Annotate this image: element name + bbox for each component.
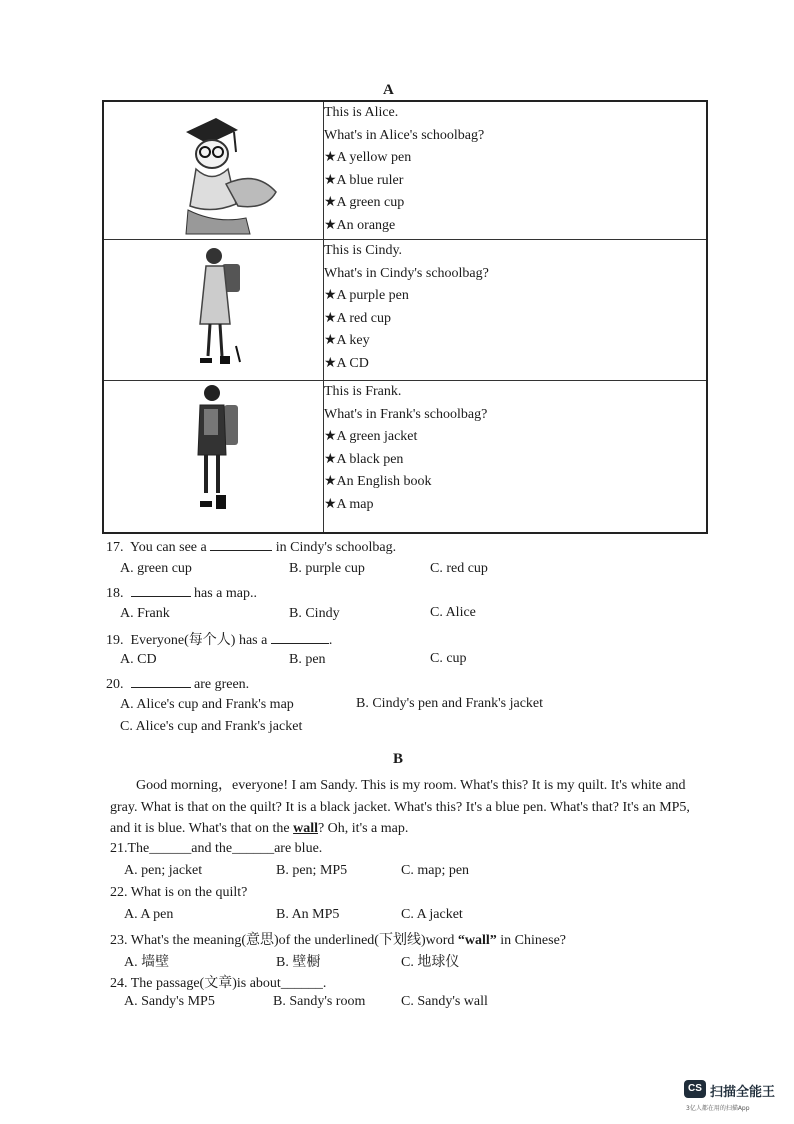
- cindy-info-cell: [324, 240, 708, 381]
- option-a[interactable]: A. CD: [120, 652, 157, 667]
- girl-with-backpack-figure-icon: [196, 244, 256, 372]
- alice-info-cell: [324, 101, 708, 240]
- answer-blank[interactable]: [271, 631, 329, 644]
- alice-picture-cell: [103, 101, 324, 240]
- frank-picture-cell: [103, 381, 324, 534]
- option-b[interactable]: B. Cindy: [289, 606, 340, 621]
- info-line: ★A CD: [324, 355, 369, 371]
- question-23: [110, 929, 566, 949]
- question-text: in Chinese?: [496, 933, 567, 948]
- option-b[interactable]: B. pen; MP5: [276, 863, 348, 878]
- info-line: ★A map: [324, 496, 374, 512]
- table-row: [103, 240, 707, 381]
- option-b[interactable]: B. purple cup: [289, 561, 365, 576]
- info-line: ★A blue ruler: [324, 172, 404, 188]
- info-line: This is Frank.: [324, 384, 402, 399]
- option-a[interactable]: A. Sandy's MP5: [124, 994, 215, 1009]
- option-c[interactable]: C. Sandy's wall: [401, 994, 488, 1009]
- table-row: [103, 101, 707, 240]
- option-b[interactable]: B. Cindy's pen and Frank's jacket: [356, 696, 544, 711]
- option-c[interactable]: C. map; pen: [401, 863, 470, 878]
- info-line: What's in Alice's schoolbag?: [324, 127, 485, 143]
- question-number: 17.: [106, 540, 124, 555]
- boy-with-backpack-figure-icon: [192, 383, 252, 523]
- question-text: are green.: [194, 677, 250, 692]
- watermark-brand: 扫描全能王: [710, 1084, 776, 1099]
- question-number: 18.: [106, 586, 124, 601]
- answer-blank[interactable]: [131, 584, 191, 597]
- info-line: ★A green jacket: [324, 429, 418, 444]
- passage-text: ? Oh, it's a map.: [317, 821, 409, 836]
- info-line: ★An orange: [324, 217, 396, 233]
- option-a[interactable]: A. green cup: [120, 561, 192, 576]
- info-line: What's in Frank's schoolbag?: [324, 406, 488, 422]
- question-19: [106, 629, 332, 649]
- question-number: 20.: [106, 677, 124, 692]
- section-a-title: A: [383, 82, 394, 98]
- option-c[interactable]: C. A jacket: [401, 907, 463, 922]
- question-20: [106, 675, 249, 693]
- option-a[interactable]: A. pen; jacket: [124, 863, 203, 878]
- question-text: 23. What's the meaning(意思)of the underlined(下划线)word: [110, 933, 458, 948]
- option-c[interactable]: C. red cup: [430, 561, 488, 576]
- watermark-subtitle: 3亿人都在用的扫描App: [686, 1105, 750, 1112]
- option-c[interactable]: C. 地球仪: [401, 955, 460, 970]
- question-keyword: “wall”: [457, 933, 497, 948]
- option-c[interactable]: C. cup: [430, 651, 467, 666]
- question-22: 22. What is on the quilt?: [110, 885, 248, 900]
- answer-blank[interactable]: [131, 675, 191, 688]
- info-line: ★A yellow pen: [324, 150, 412, 165]
- question-number: 19.: [106, 633, 124, 648]
- table-row: [103, 381, 707, 534]
- question-text: Everyone(每个人) has a: [130, 633, 268, 648]
- info-line: What's in Cindy's schoolbag?: [324, 265, 489, 281]
- info-line: ★An English book: [324, 474, 432, 489]
- question-17: [106, 538, 396, 556]
- question-24: 24. The passage(文章)is about______.: [110, 976, 327, 991]
- info-line: ★A red cup: [324, 310, 391, 326]
- question-18: [106, 584, 257, 602]
- answer-blank[interactable]: [210, 538, 272, 551]
- option-b[interactable]: B. 壁橱: [276, 955, 321, 970]
- question-text: You can see a: [129, 540, 207, 555]
- info-line: This is Cindy.: [324, 243, 403, 258]
- info-line: This is Alice.: [324, 105, 399, 120]
- option-b[interactable]: B. Sandy's room: [273, 994, 366, 1009]
- option-b[interactable]: B. An MP5: [276, 907, 340, 922]
- info-line: ★A green cup: [324, 195, 405, 210]
- underlined-word: wall: [293, 821, 318, 836]
- option-c[interactable]: C. Alice: [430, 605, 476, 620]
- camscanner-logo-icon: CS: [684, 1080, 706, 1098]
- option-c[interactable]: C. Alice's cup and Frank's jacket: [120, 719, 303, 734]
- option-b[interactable]: B. pen: [289, 652, 326, 667]
- info-line: ★A black pen: [324, 451, 404, 467]
- cindy-picture-cell: [103, 240, 324, 381]
- option-a[interactable]: A. Frank: [120, 606, 170, 621]
- frank-info-cell: [324, 381, 708, 534]
- section-b-title: B: [393, 751, 404, 767]
- question-text: .: [328, 633, 333, 648]
- question-21: 21.The______and the______are blue.: [110, 841, 323, 856]
- question-text: has a map..: [194, 586, 257, 601]
- passage-text: Good morning，everyone! I am Sandy. This is my room. What's this? It is my quilt. It's white and gray. What is that on the quilt? It is a black jacket. What's this? It's a blue pen. What's that? It's an MP5, and it is blue. What's that on the: [110, 778, 690, 836]
- option-a[interactable]: A. Alice's cup and Frank's map: [120, 697, 294, 712]
- option-a[interactable]: A. A pen: [124, 907, 174, 922]
- question-text: in Cindy's schoolbag.: [275, 540, 397, 555]
- reading-passage: [110, 775, 700, 840]
- graduate-figure-icon: [176, 114, 286, 236]
- student-info-table: [102, 100, 708, 534]
- info-line: ★A key: [324, 333, 370, 348]
- info-line: ★A purple pen: [324, 288, 409, 303]
- option-a[interactable]: A. 墙壁: [124, 955, 170, 970]
